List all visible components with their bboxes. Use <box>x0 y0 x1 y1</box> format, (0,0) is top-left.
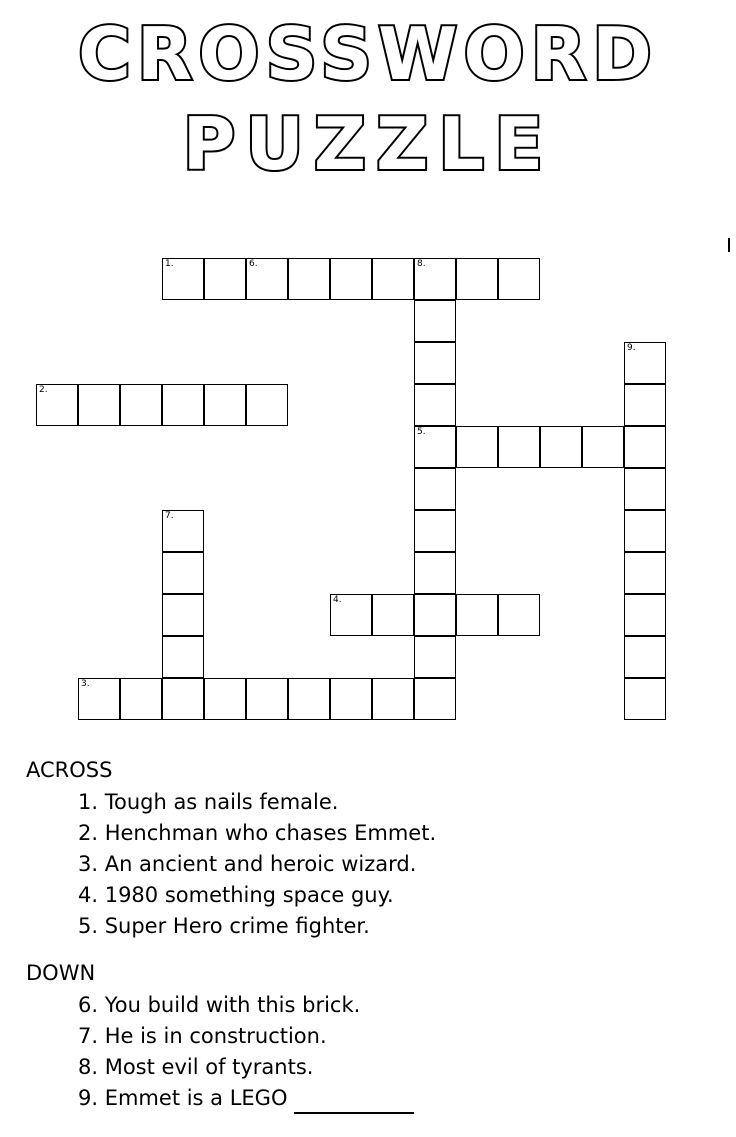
crossword-cell[interactable] <box>456 426 498 468</box>
crossword-cell[interactable] <box>624 678 666 720</box>
crossword-cell[interactable] <box>624 594 666 636</box>
page-title <box>0 12 736 186</box>
crossword-cell[interactable] <box>414 552 456 594</box>
clue-item: 2. Henchman who chases Emmet. <box>78 821 437 845</box>
crossword-cell[interactable] <box>624 384 666 426</box>
crossword-cell[interactable] <box>78 384 120 426</box>
crossword-cell[interactable] <box>246 678 288 720</box>
cell-number: 4. <box>333 595 342 605</box>
crossword-cell[interactable] <box>624 636 666 678</box>
crossword-cell[interactable] <box>162 384 204 426</box>
crossword-cell[interactable] <box>414 342 456 384</box>
crossword-cell[interactable] <box>372 258 414 300</box>
crossword-cell[interactable] <box>120 384 162 426</box>
clue-item: 7. He is in construction. <box>78 1024 327 1048</box>
crossword-cell[interactable] <box>414 300 456 342</box>
crossword-cell[interactable] <box>624 426 666 468</box>
crossword-cell[interactable] <box>162 510 204 552</box>
crossword-cell[interactable] <box>162 594 204 636</box>
crossword-cell[interactable] <box>78 678 120 720</box>
crossword-cell[interactable] <box>246 258 288 300</box>
crossword-cell[interactable] <box>456 594 498 636</box>
crossword-cell[interactable] <box>162 258 204 300</box>
crossword-cell[interactable] <box>372 594 414 636</box>
cell-number: 2. <box>39 385 48 395</box>
crossword-cell[interactable] <box>414 468 456 510</box>
answer-blank-line <box>294 1096 414 1114</box>
clues-section <box>26 755 706 1130</box>
cell-number: 9. <box>627 343 636 353</box>
cell-number: 6. <box>249 259 258 269</box>
crossword-cell[interactable] <box>330 594 372 636</box>
down-heading: DOWN <box>26 961 96 985</box>
clue-item: 4. 1980 something space guy. <box>78 883 394 907</box>
crossword-cell[interactable] <box>162 552 204 594</box>
title-line-1: CROSSWORD <box>78 12 658 96</box>
crossword-cell[interactable] <box>414 594 456 636</box>
crossword-cell[interactable] <box>414 678 456 720</box>
crossword-cell[interactable] <box>372 678 414 720</box>
crossword-cell[interactable] <box>582 426 624 468</box>
title-line-2: PUZZLE <box>182 102 554 186</box>
cell-number: 3. <box>81 679 90 689</box>
crossword-cell[interactable] <box>498 258 540 300</box>
down-clue-list <box>26 990 706 1114</box>
crossword-cell[interactable] <box>498 426 540 468</box>
clue-item <box>78 1083 706 1114</box>
crossword-cell[interactable] <box>330 678 372 720</box>
crossword-cell[interactable] <box>36 384 78 426</box>
crossword-cell[interactable] <box>204 678 246 720</box>
crossword-cell[interactable] <box>162 678 204 720</box>
crossword-cell[interactable] <box>624 510 666 552</box>
crossword-cell[interactable] <box>162 636 204 678</box>
clue-text: 9. Emmet is a LEGO <box>78 1086 295 1110</box>
across-clue-list <box>26 787 706 942</box>
clue-item: 1. Tough as nails female. <box>78 790 339 814</box>
crossword-cell[interactable] <box>498 594 540 636</box>
crossword-cell[interactable] <box>414 510 456 552</box>
clue-item: 5. Super Hero crime fighter. <box>78 914 370 938</box>
crossword-cell[interactable] <box>330 258 372 300</box>
cell-number: 1. <box>165 259 174 269</box>
crossword-cell[interactable] <box>456 258 498 300</box>
crossword-cell[interactable] <box>624 552 666 594</box>
crossword-cell[interactable] <box>120 678 162 720</box>
cell-number: 7. <box>165 511 174 521</box>
crossword-cell[interactable] <box>414 384 456 426</box>
clue-item: 6. You build with this brick. <box>78 993 361 1017</box>
crossword-cell[interactable] <box>288 258 330 300</box>
across-heading: ACROSS <box>26 758 113 782</box>
crossword-cell[interactable] <box>288 678 330 720</box>
crossword-cell[interactable] <box>414 426 456 468</box>
crossword-grid[interactable] <box>0 250 736 750</box>
crossword-cell[interactable] <box>540 426 582 468</box>
crossword-cell[interactable] <box>624 468 666 510</box>
crossword-cell[interactable] <box>204 258 246 300</box>
cell-number: 8. <box>417 259 426 269</box>
crossword-cell[interactable] <box>246 384 288 426</box>
crossword-cell[interactable] <box>414 258 456 300</box>
crossword-cell[interactable] <box>624 342 666 384</box>
crossword-cell[interactable] <box>414 636 456 678</box>
crossword-cell[interactable] <box>204 384 246 426</box>
clue-item: 8. Most evil of tyrants. <box>78 1055 314 1079</box>
cell-number: 5. <box>417 427 426 437</box>
clue-item: 3. An ancient and heroic wizard. <box>78 852 417 876</box>
